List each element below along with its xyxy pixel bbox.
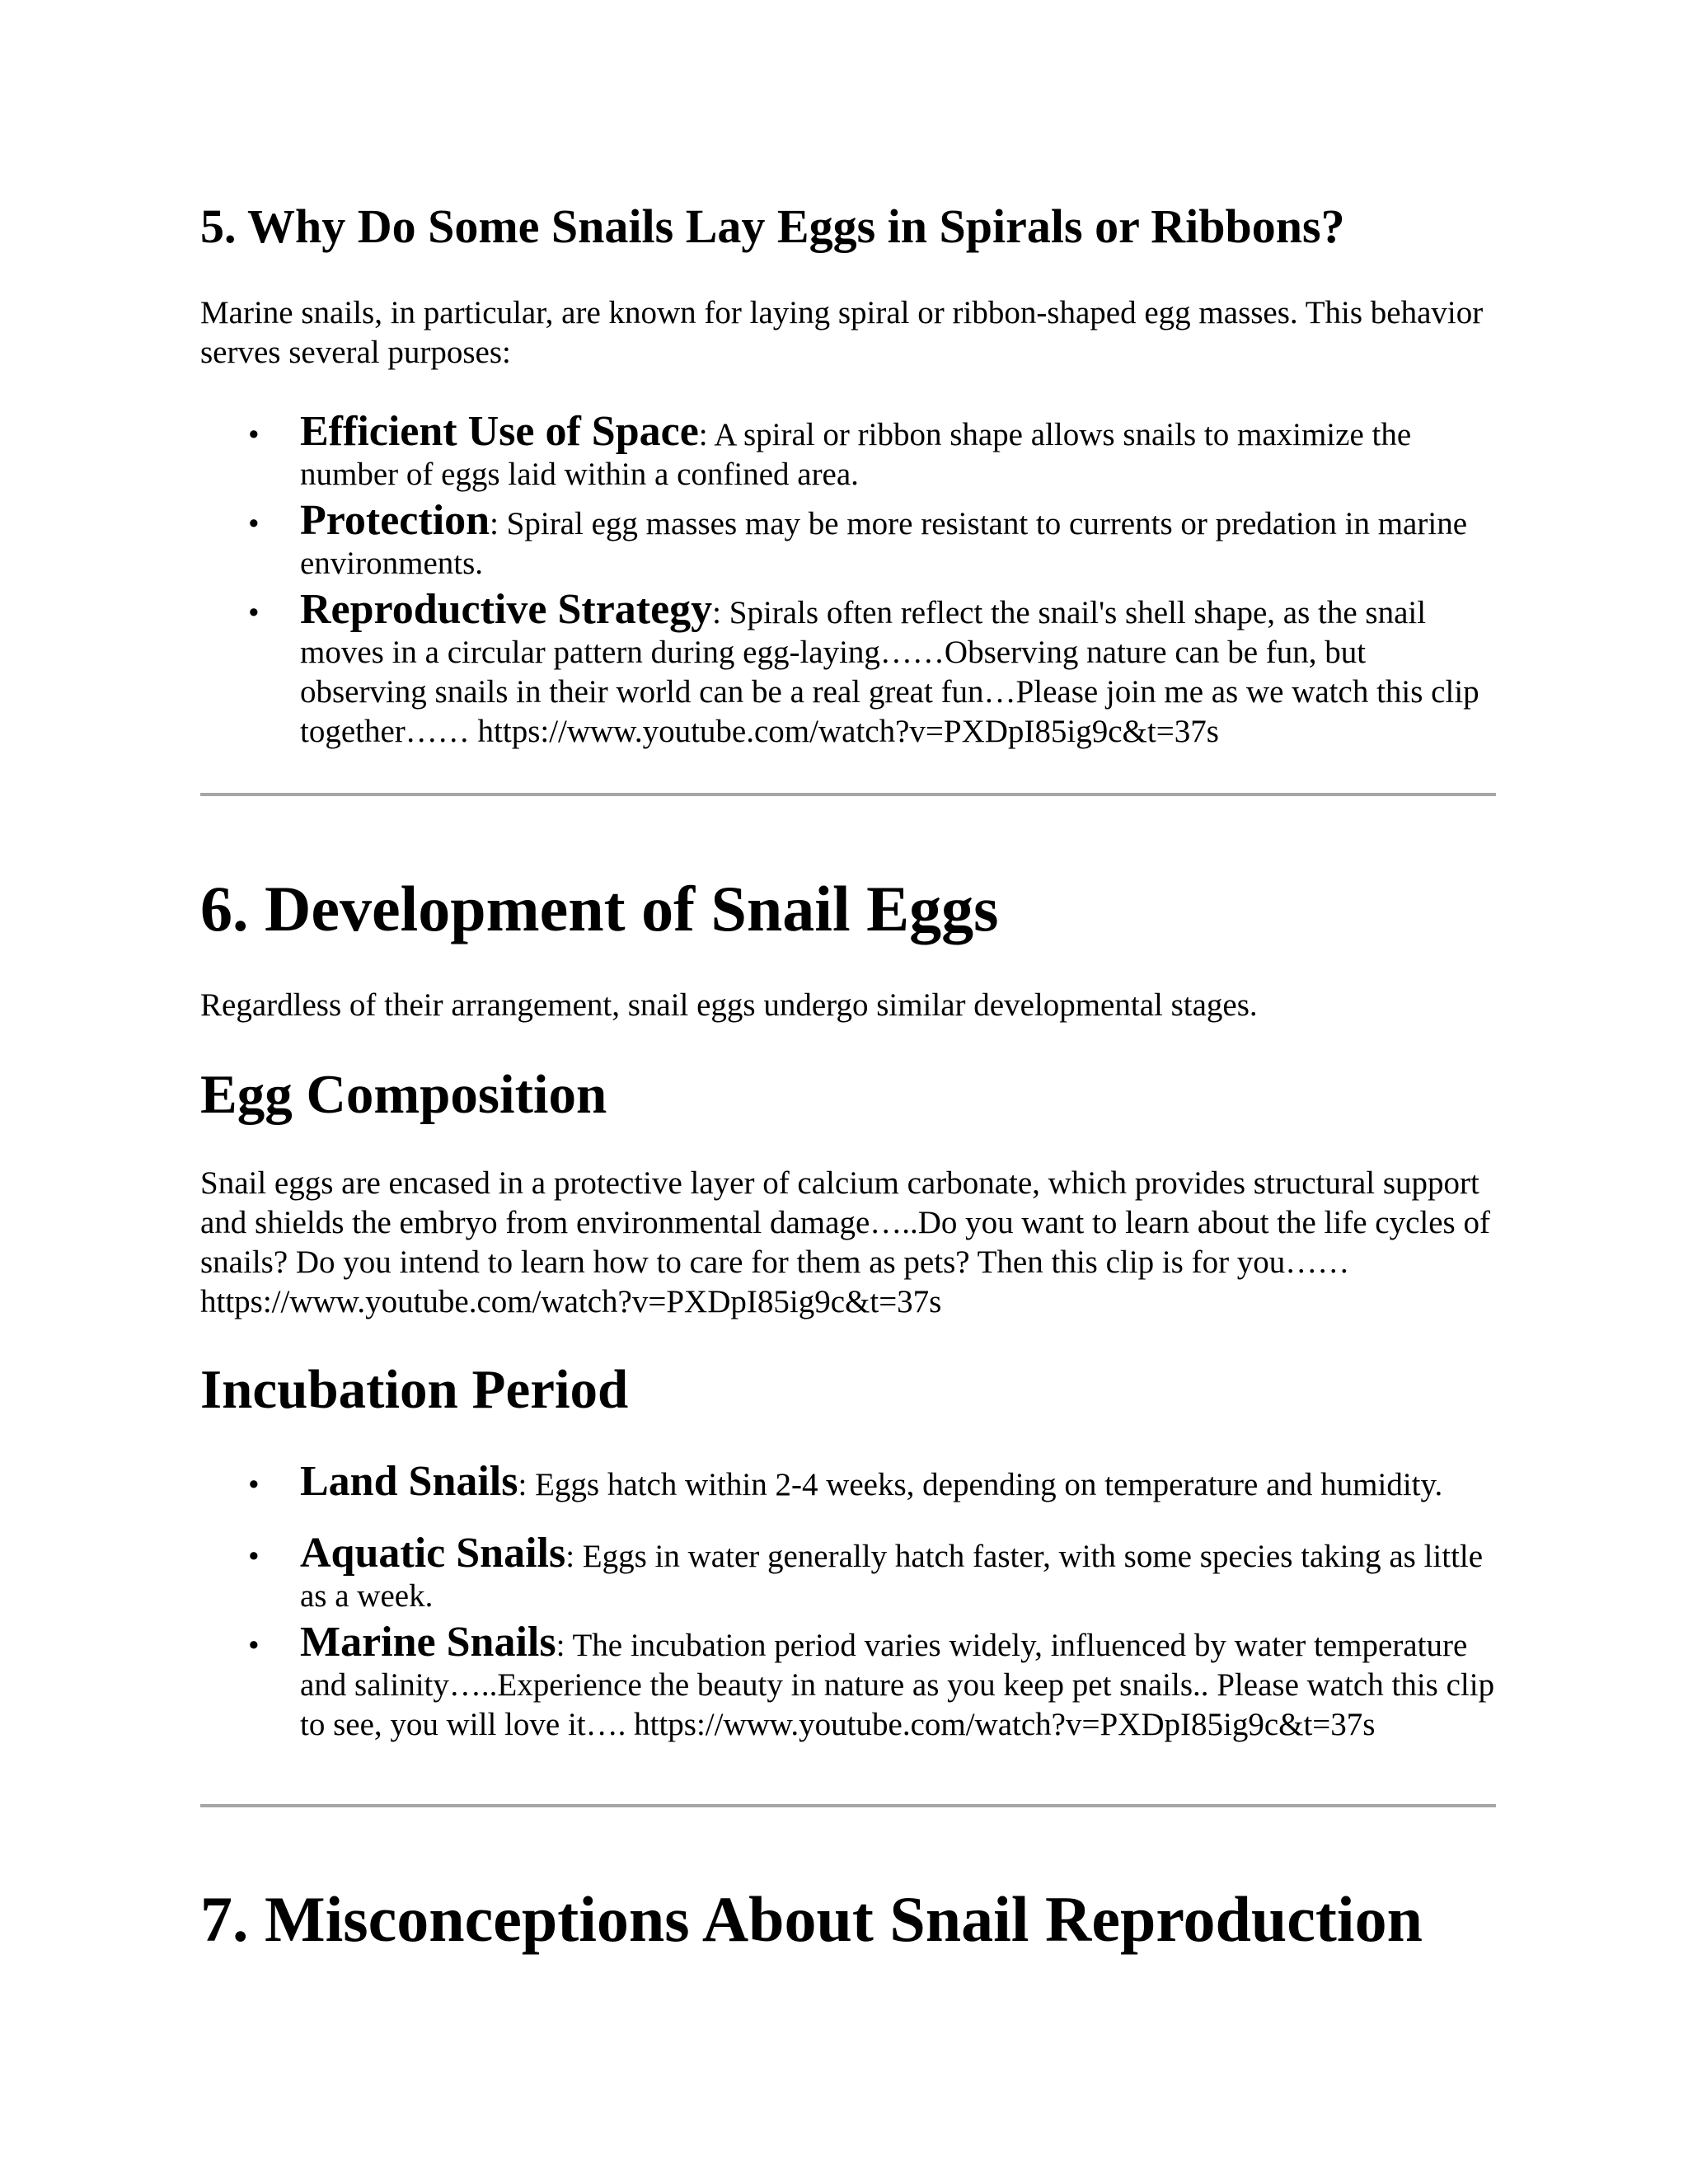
incubation-bullet-list (200, 1458, 1496, 1745)
section-6-intro: Regardless of their arrangement, snail eggs undergo similar developmental stages. (200, 987, 1258, 1023)
bullet-text: : Eggs hatch within 2-4 weeks, depending on temperature and humidity. (518, 1467, 1443, 1502)
bullet-term: Efficient Use of Space (300, 408, 699, 455)
list-item (200, 1530, 1496, 1623)
bullet-term: Protection (300, 497, 490, 544)
horizontal-divider (200, 1804, 1496, 1807)
bullet-icon: • (248, 595, 260, 630)
bullet-text: : Spiral egg masses may be more resistant to currents or predation in marine environments. (300, 506, 1467, 581)
section-5-intro: Marine snails, in particular, are known for laying spiral or ribbon-shaped egg masses. This behavior serves several purposes: (200, 295, 1484, 370)
bullet-term: Marine Snails (300, 1619, 556, 1666)
bullet-icon: • (248, 1467, 260, 1502)
section-6-heading: 6. Development of Snail Eggs (200, 873, 999, 944)
egg-composition-text: Snail eggs are encased in a protective layer of calcium carbonate, which provides structural support and shields the embryo from environmental damage…..Do you want to learn about the life cycles of snails? Do you intend to learn how to care for them as pets? Then this clip is for you…… https://www.youtube.com/watch?v=PXDpI85ig9c&t=37s (200, 1165, 1490, 1319)
bullet-icon: • (248, 417, 260, 452)
bullet-text: : A spiral or ribbon shape allows snails to maximize the number of eggs laid within a confined area. (300, 417, 1412, 492)
section-7-heading: 7. Misconceptions About Snail Reproduction (200, 1883, 1423, 1955)
bullet-icon: • (248, 506, 260, 541)
list-item (200, 497, 1496, 590)
bullet-text: : Eggs in water generally hatch faster, with some species taking as little as a week. (300, 1539, 1484, 1614)
bullet-term: Reproductive Strategy (300, 586, 713, 633)
list-item (200, 1619, 1496, 1745)
bullet-icon: • (248, 1539, 260, 1574)
bullet-text: : The incubation period varies widely, influenced by water temperature and salinity…..Experience the beauty in nature as you keep pet snails.. Please watch this clip to see, you will love it…. https://www.youtube.com/watch?v=PXDpI85ig9c&t=37s (300, 1628, 1495, 1742)
list-item (200, 1458, 1496, 1534)
egg-composition-heading: Egg Composition (200, 1064, 607, 1125)
bullet-term: Land Snails (300, 1458, 518, 1505)
section-5-heading: 5. Why Do Some Snails Lay Eggs in Spirals or Ribbons? (200, 199, 1345, 253)
incubation-period-heading: Incubation Period (200, 1359, 629, 1420)
list-item (200, 586, 1496, 752)
list-item (200, 408, 1496, 501)
horizontal-divider (200, 793, 1496, 796)
bullet-text: : Spirals often reflect the snail's shell shape, as the snail moves in a circular pattern during egg-laying……Observing nature can be fun, but observing snails in their world can be a real great fun…Please join me as we watch this clip together…… https://www.youtube.com/watch?v=PXDpI85ig9c&t=37s (300, 595, 1479, 749)
bullet-icon: • (248, 1628, 260, 1663)
section-5-bullet-list (200, 408, 1496, 752)
bullet-term: Aquatic Snails (300, 1530, 566, 1577)
